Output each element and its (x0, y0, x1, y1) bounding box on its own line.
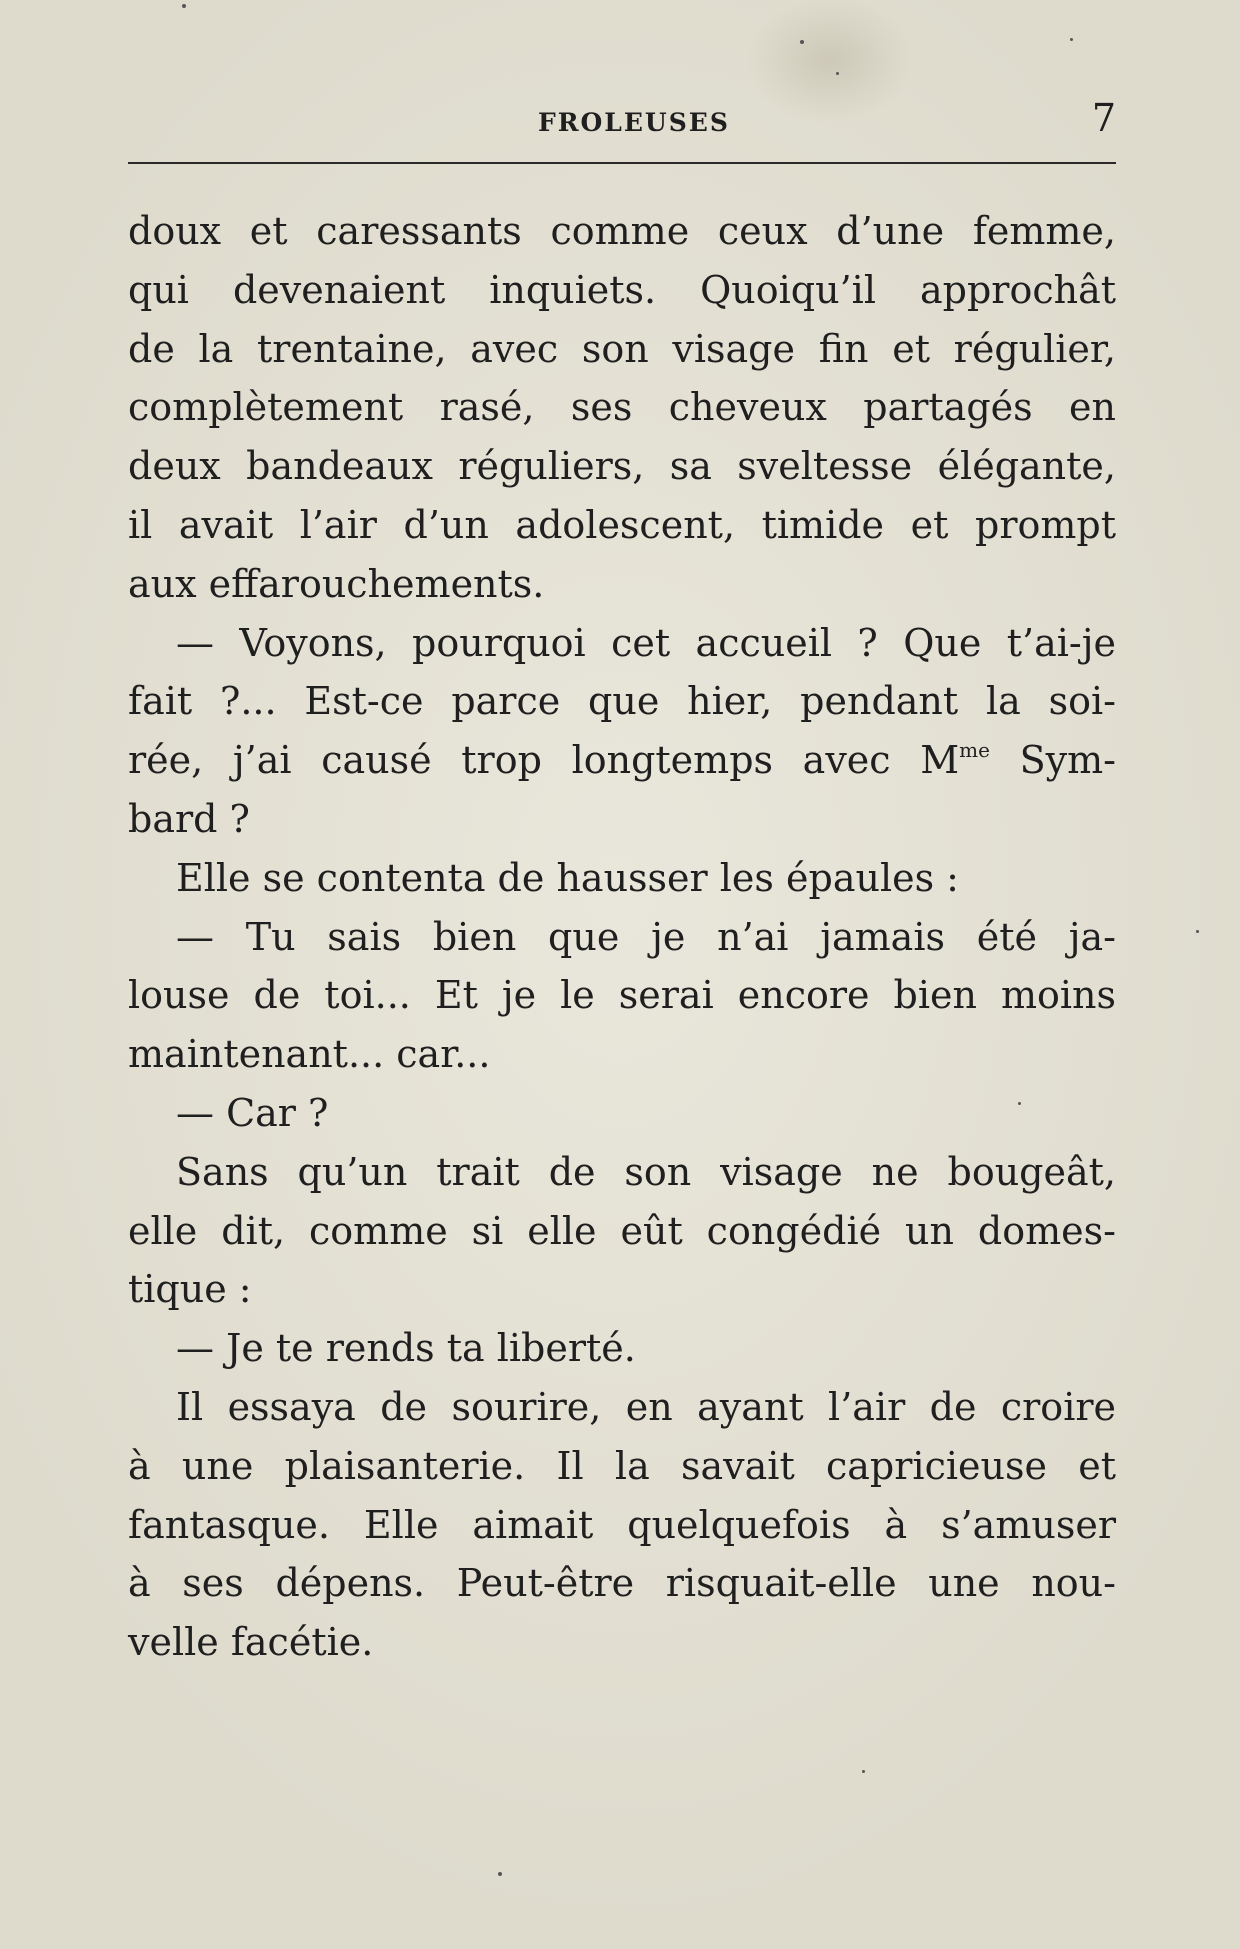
running-title: FROLEUSES (538, 108, 730, 137)
text-line: de la trentaine, avec son visage fin et régulier, (128, 326, 1116, 371)
paper-speck (1196, 930, 1199, 933)
paper-speck (862, 1770, 865, 1773)
text-line: Il essaya de sourire, en ayant l’air de croire (176, 1384, 1116, 1429)
text-line (128, 731, 1116, 790)
text-line: — Voyons, pourquoi cet accueil ? Que t’ai-je (176, 620, 1116, 665)
text-line: qui devenaient inquiets. Quoiqu’il approchât (128, 267, 1116, 312)
header-rule (128, 162, 1116, 164)
text-line: deux bandeaux réguliers, sa sveltesse élégante, (128, 444, 1116, 489)
text-line: aux effarouchements. (128, 561, 545, 606)
text-line: maintenant... car... (128, 1032, 491, 1077)
text-line-start: rée, j’ai causé trop longtemps avec M (128, 738, 960, 783)
text-line-end: Sym- (989, 738, 1117, 783)
text-line: à ses dépens. Peut-être risquait-elle une nou- (128, 1561, 1116, 1606)
text-line: il avait l’air d’un adolescent, timide et prompt (128, 502, 1116, 547)
paper-speck (498, 1872, 502, 1876)
text-line: bard ? (128, 796, 250, 841)
text-line: Sans qu’un trait de son visage ne bougeât, (176, 1149, 1116, 1194)
text-line: fait ?... Est-ce parce que hier, pendant la soi- (128, 679, 1116, 724)
text-line: velle facétie. (128, 1620, 374, 1665)
text-line: — Car ? (176, 1090, 329, 1135)
text-line: fantasque. Elle aimait quelquefois à s’amuser (128, 1502, 1116, 1547)
text-line: Elle se contenta de hausser les épaules : (176, 855, 959, 900)
text-line: — Je te rends ta liberté. (176, 1326, 636, 1371)
page-number: 7 (1091, 96, 1116, 140)
text-line: tique : (128, 1267, 252, 1312)
text-line: — Tu sais bien que je n’ai jamais été ja- (176, 914, 1116, 959)
text-line: à une plaisanterie. Il la savait capricieuse et (128, 1443, 1116, 1488)
paper-speck (1018, 1102, 1021, 1105)
text-line: louse de toi... Et je le serai encore bien moins (128, 973, 1116, 1018)
paper-speck (800, 40, 804, 44)
paper-speck (1070, 38, 1073, 41)
paper-speck (182, 4, 186, 8)
abbreviation-superscript: me (959, 738, 990, 763)
page-header (128, 96, 1116, 146)
text-line: doux et caressants comme ceux d’une femme, (128, 209, 1116, 253)
text-line: elle dit, comme si elle eût congédié un domes- (128, 1208, 1116, 1253)
paper-speck (836, 72, 839, 75)
body-text (128, 202, 1116, 1672)
text-line: complètement rasé, ses cheveux partagés en (128, 385, 1116, 430)
